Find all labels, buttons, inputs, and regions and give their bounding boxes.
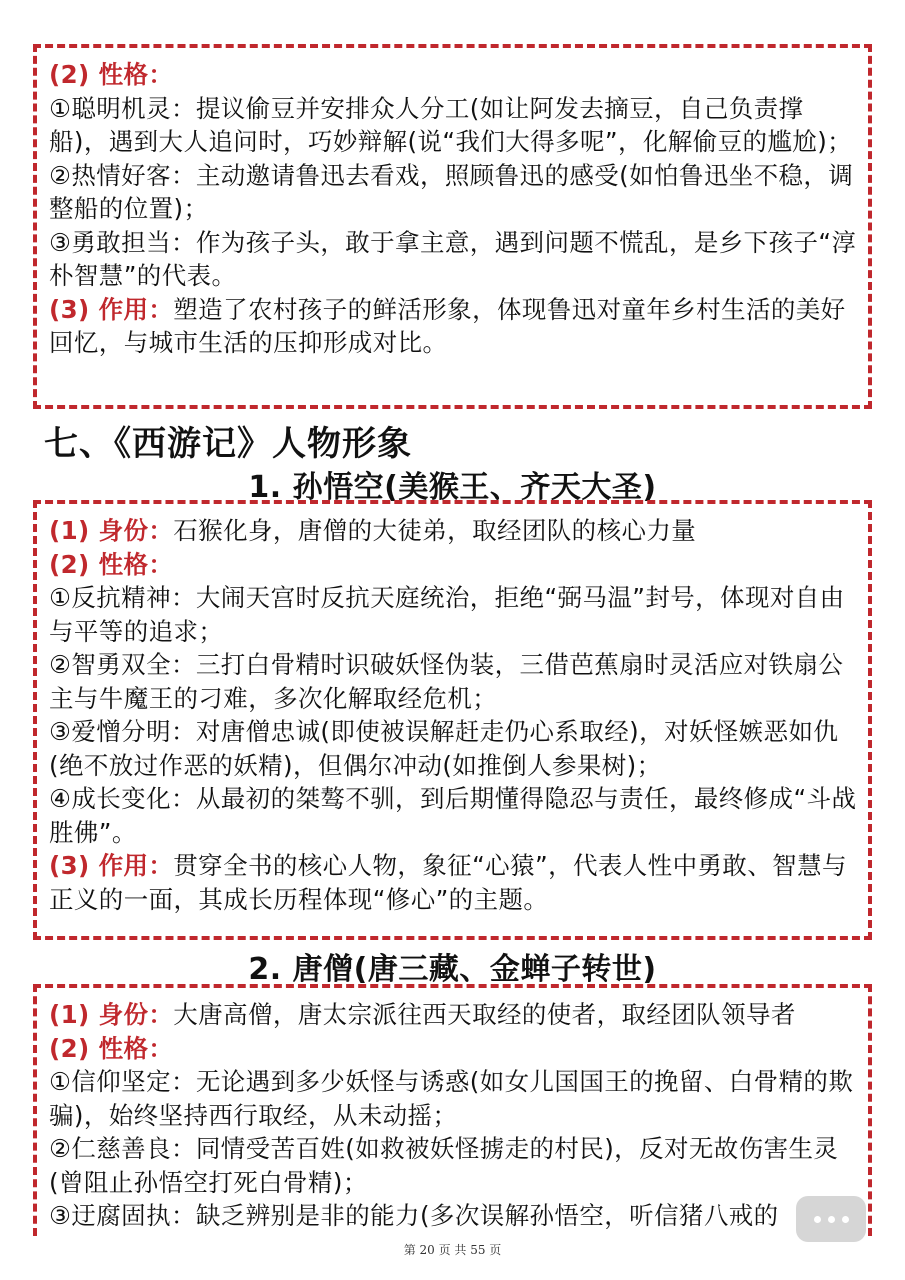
dot <box>828 1216 835 1223</box>
trait-paragraph: ①反抗精神：大闹天宫时反抗天庭统治，拒绝“弼马温”封号，体现对自由与平等的追求； <box>49 583 845 646</box>
label-xingge: (2) 性格： <box>49 549 174 579</box>
trait-paragraph: ④成长变化：从最初的桀骜不驯，到后期懂得隐忍与责任，最终修成“斗战胜佛”。 <box>49 784 857 847</box>
dot <box>842 1216 849 1223</box>
more-icon[interactable] <box>796 1196 866 1242</box>
trait-paragraph: ③迂腐固执：缺乏辨别是非的能力(多次误解孙悟空，听信猪八戒的 <box>49 1201 779 1230</box>
trait-paragraph: ③勇敢担当：作为孩子头，敢于拿主意，遇到问题不慌乱，是乡下孩子“淳朴智慧”的代表。 <box>49 227 857 290</box>
character-box-tangseng <box>33 984 872 1236</box>
trait-paragraph: ②仁慈善良：同情受苦百姓(如救被妖怪掳走的村民)，反对无故伤害生灵(曾阻止孙悟空打死白骨精)； <box>49 1134 839 1197</box>
trait-paragraph: ②智勇双全：三打白骨精时识破妖怪伪装，三借芭蕉扇时灵活应对铁扇公主与牛魔王的刁难，多次化解取经危机； <box>49 650 844 713</box>
character-box-1 <box>33 44 872 409</box>
character-box-sunwukong <box>33 500 872 940</box>
trait-paragraph: ③爱憎分明：对唐僧忠诚(即使被误解赶走仍心系取经)，对妖怪嫉恶如仇(绝不放过作恶的妖精)，但偶尔冲动(如推倒人参果树)； <box>49 717 839 780</box>
trait-paragraph: ②热情好客：主动邀请鲁迅去看戏，照顾鲁迅的感受(如怕鲁迅坐不稳，调整船的位置)； <box>49 160 854 223</box>
label-xingge: (2) 性格： <box>49 60 174 89</box>
identity-paragraph: (1) 身份：大唐高僧，唐太宗派往西天取经的使者，取经团队领导者 <box>49 1000 796 1029</box>
label-xingge: (2) 性格： <box>49 1033 174 1063</box>
page-number: 第 20 页 共 55 页 <box>403 1243 502 1257</box>
section-title: 七、《西游记》人物形象 <box>44 424 412 464</box>
trait-paragraph: ①聪明机灵：提议偷豆并安排众人分工(如让阿发去摘豆，自己负责撑船)，遇到大人追问时，巧妙辩解(说“我们大得多呢”，化解偷豆的尴尬)； <box>49 93 853 156</box>
subsection-title-tangseng: 2. 唐僧(唐三藏、金蝉子转世) <box>248 952 657 987</box>
dot <box>814 1216 821 1223</box>
effect-paragraph: (3) 作用：塑造了农村孩子的鲜活形象，体现鲁迅对童年乡村生活的美好回忆，与城市生活的压抑形成对比。 <box>49 294 846 357</box>
effect-paragraph: (3) 作用：贯穿全书的核心人物，象征“心猿”，代表人性中勇敢、智慧与正义的一面，其成长历程体现“修心”的主题。 <box>49 851 847 914</box>
identity-paragraph: (1) 身份：石猴化身，唐僧的大徒弟，取经团队的核心力量 <box>49 516 697 545</box>
trait-paragraph: ①信仰坚定：无论遇到多少妖怪与诱惑(如女儿国国王的挽留、白骨精的欺骗)，始终坚持西行取经，从未动摇； <box>49 1067 854 1130</box>
subsection-title-sunwukong: 1. 孙悟空(美猴王、齐天大圣) <box>248 470 657 505</box>
